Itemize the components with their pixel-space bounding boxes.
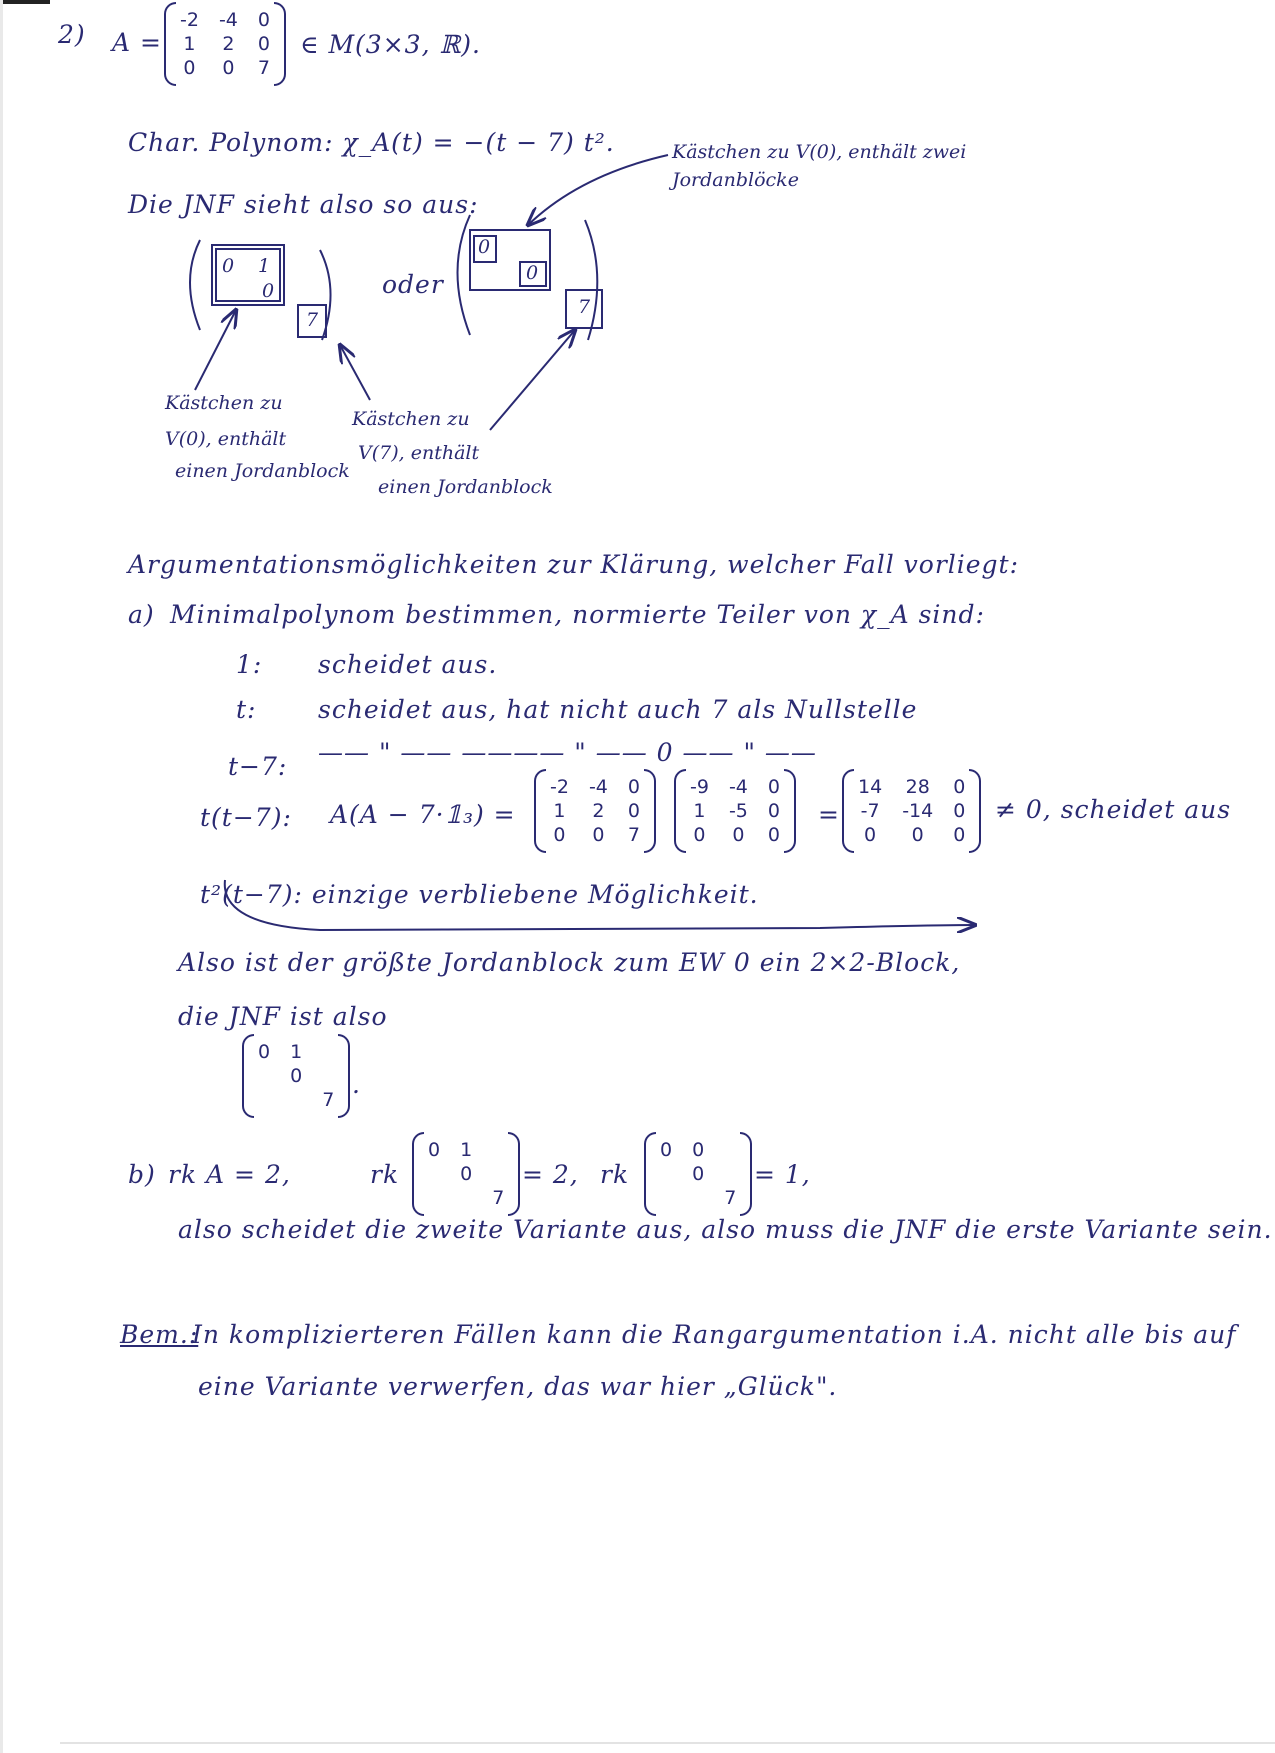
matrix-cell: 14 <box>858 776 883 798</box>
matrix-cell: 0 <box>911 824 924 846</box>
rank-2-prefix: rk <box>600 1160 630 1189</box>
matrix-cell: 0 <box>428 1139 441 1161</box>
rank-1-matrix <box>418 1138 514 1210</box>
matrix-a-cell: 0 <box>257 33 270 55</box>
matrix-a-cell: 0 <box>222 57 235 79</box>
matrix-cell: 1 <box>460 1139 473 1161</box>
matrix-cell <box>450 1186 482 1210</box>
matrix-cell: 0 <box>864 824 877 846</box>
exercise-label: 2) <box>58 20 86 49</box>
jnf2-entry-b: 0 <box>526 262 539 284</box>
matrix-a-cell: -4 <box>218 9 238 31</box>
note-v7-line: V(7), enthält <box>358 442 480 464</box>
jnf1-entry-top-left: 0 <box>222 255 235 277</box>
matrix-cell: 0 <box>953 776 966 798</box>
rank-2-matrix <box>650 1138 746 1210</box>
case-lhs: t: <box>236 695 257 724</box>
arrow-to-jnf2-v7 <box>490 330 575 430</box>
case-lhs: t−7: <box>228 752 288 781</box>
matrix-a-cell: 0 <box>257 9 270 31</box>
arrow-to-jnf1-v7 <box>340 345 370 400</box>
note-v7-line: einen Jordanblock <box>378 476 553 498</box>
arrow-to-jnf1-v0 <box>195 310 236 390</box>
matrix-cell <box>682 1186 714 1210</box>
case-lhs: 1: <box>236 650 263 679</box>
matrix-cell: 28 <box>905 776 930 798</box>
matrix-cell: 7 <box>724 1187 737 1209</box>
matrix-a-cell: 2 <box>222 33 235 55</box>
part-a-label: a) <box>128 600 155 629</box>
product-matrix-1 <box>540 775 650 847</box>
matrix-cell: 0 <box>660 1139 673 1161</box>
jnf2-left-paren <box>458 215 471 335</box>
matrix-cell: 0 <box>627 800 640 822</box>
matrix-cell: 7 <box>627 824 640 846</box>
result-text: ≠ 0, scheidet aus <box>995 795 1232 824</box>
product-matrix-3 <box>848 775 975 847</box>
note-v0-line: einen Jordanblock <box>175 460 350 482</box>
note-v0-line: V(0), enthält <box>165 428 287 450</box>
matrix-cell: 7 <box>492 1187 505 1209</box>
rank-a: rk A = 2, <box>168 1160 291 1189</box>
conclusion-line-2: die JNF ist also <box>178 1002 388 1031</box>
oder-label: oder <box>382 270 444 299</box>
equals-sign: = <box>818 800 840 829</box>
matrix-cell: 0 <box>553 824 566 846</box>
case-rhs: scheidet aus, hat nicht auch 7 als Nullstelle <box>318 695 918 724</box>
note-v0-line: Kästchen zu <box>165 392 283 414</box>
part-a-text: Minimalpolynom bestimmen, normierte Teiler von χ_A sind: <box>170 600 985 629</box>
part-b-text: also scheidet die zweite Variante aus, also muss die JNF die erste Variante sein. <box>178 1215 1273 1244</box>
matrix-cell: -5 <box>728 800 748 822</box>
matrix-a-cell: -2 <box>180 9 199 31</box>
matrix-cell: -9 <box>690 776 709 798</box>
note-v0-two-blocks: Kästchen zu V(0), enthält zwei Jordanblöcke <box>672 141 967 191</box>
rank-1-suffix: = 2, <box>522 1160 579 1189</box>
note-v7-line: Kästchen zu <box>352 408 470 430</box>
jnf1-entry-seven: 7 <box>306 309 319 331</box>
remark-label: Bem.: <box>120 1320 199 1349</box>
jnf1-left-paren <box>190 240 200 330</box>
case-lhs: t(t−7): <box>200 803 292 832</box>
final-jnf-matrix <box>248 1040 344 1112</box>
matrix-cell: 0 <box>592 824 605 846</box>
matrix-cell: 0 <box>767 800 780 822</box>
matrix-cell <box>280 1088 312 1112</box>
matrix-cell: 7 <box>322 1089 335 1111</box>
matrix-cell: 0 <box>460 1163 473 1185</box>
rank-1-prefix: rk <box>370 1160 400 1189</box>
jnf2-right-paren <box>585 220 597 340</box>
case-rhs-ditto: —— " —— ———— " —— 0 —— " —— <box>318 738 817 767</box>
matrix-a-cell: 1 <box>183 33 196 55</box>
matrix-cell: 0 <box>767 776 780 798</box>
matrix-cell: -4 <box>728 776 748 798</box>
argumentation-heading: Argumentationsmöglichkeiten zur Klärung, welcher Fall vorliegt: <box>128 550 1020 579</box>
matrix-space: ∈ M(3×3, ℝ). <box>300 30 481 59</box>
matrix-cell: -14 <box>902 800 934 822</box>
part-b-label: b) <box>128 1160 156 1189</box>
final-dot: . <box>352 1070 361 1099</box>
product-matrix-2 <box>680 775 790 847</box>
matrix-cell: 0 <box>767 824 780 846</box>
matrix-cell: 0 <box>627 776 640 798</box>
jnf-intro: Die JNF sieht also so aus: <box>128 190 479 219</box>
jnf2-entry-seven: 7 <box>578 296 591 318</box>
jnf1-entry-top-right: 1 <box>258 255 271 277</box>
matrix-cell: 1 <box>693 800 706 822</box>
matrix-cell: 1 <box>290 1041 303 1063</box>
matrix-cell: -2 <box>550 776 569 798</box>
matrix-cell: -4 <box>588 776 608 798</box>
jnf2-entry-a: 0 <box>478 236 491 258</box>
remark-line-2: eine Variante verwerfen, das war hier „Glück". <box>198 1372 838 1401</box>
matrix-cell: 0 <box>732 824 745 846</box>
matrix-cell: 0 <box>258 1041 271 1063</box>
matrix-cell: 0 <box>692 1139 705 1161</box>
case-rhs: A(A − 7·𝟙₃) = <box>330 800 516 829</box>
matrix-a-cell: 7 <box>257 57 270 79</box>
matrix-cell: -7 <box>860 800 880 822</box>
matrix-a-equation: A = <box>112 28 162 57</box>
rank-2-suffix: = 1, <box>754 1160 811 1189</box>
jnf1-entry-mid: 0 <box>262 280 275 302</box>
matrix-cell: 0 <box>290 1065 303 1087</box>
conclusion-line-1: Also ist der größte Jordanblock zum EW 0 ein 2×2-Block, <box>178 948 961 977</box>
arrow-to-jnf2-v0 <box>528 155 668 225</box>
case-rhs: scheidet aus. <box>318 650 498 679</box>
matrix-cell: 0 <box>953 800 966 822</box>
remark-line-1: In komplizierteren Fällen kann die Rangargumentation i.A. nicht alle bis auf <box>192 1320 1237 1349</box>
matrix-a-cell: 0 <box>183 57 196 79</box>
matrix-cell: 0 <box>953 824 966 846</box>
characteristic-polynomial: Char. Polynom: χ_A(t) = −(t − 7) t². <box>128 128 615 157</box>
matrix-cell: 0 <box>693 824 706 846</box>
matrix-cell: 0 <box>692 1163 705 1185</box>
last-case: t²(t−7): einzige verbliebene Möglichkeit. <box>200 880 759 909</box>
matrix-cell: 1 <box>553 800 566 822</box>
matrix-cell: 2 <box>592 800 605 822</box>
